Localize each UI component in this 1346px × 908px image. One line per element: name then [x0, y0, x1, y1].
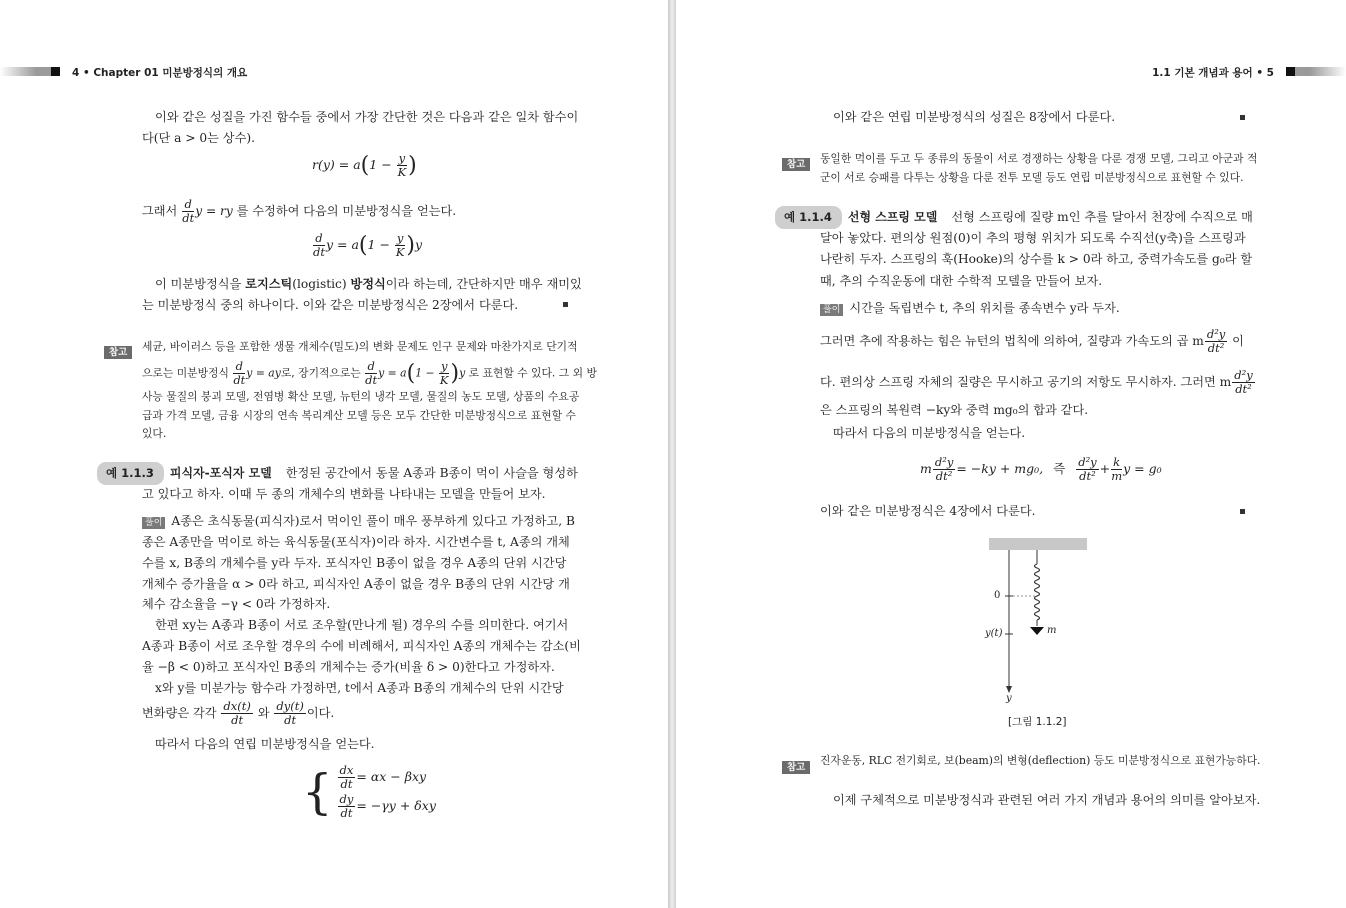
equation-logistic: $\frac{d}{dt}$ y = a(1 − $\frac{y}{K}$ )y [313, 231, 423, 259]
figure-caption: [그림 1.1.2] [1008, 716, 1067, 728]
left-page-header: 4 • Chapter 01 미분방정식의 개요 [72, 67, 248, 79]
solution-line: 한편 xy는 A종과 B종이 서로 조우할(만나게 될) 경우의 수를 의미한다. 여기서 [155, 618, 569, 632]
note-line: 진자운동, RLC 전기회로, 보(beam)의 변형(deflection) 등도 미분방정식으로 표현가능하다. [820, 754, 1261, 767]
solution-line: 수를 x, B종의 개체수를 y라 두자. 포식자인 B종이 없을 경우 A종의 단위 시간당 [142, 556, 567, 570]
paragraph-line: 이와 같은 미분방정식은 4장에서 다룬다. [820, 504, 1036, 518]
paragraph-line: 그래서 $\frac{d}{dt}$ y = ry 를 수정하여 다음의 미분방정식을 얻는다. [142, 197, 457, 225]
paragraph-line: 때, 추의 수직운동에 대한 수학적 모델을 만들어 보자. [820, 274, 1103, 288]
solution-line: 풀이 A종은 초식동물(피식자)로서 먹이인 풀이 매우 풍부하게 있다고 가정하고, B [142, 511, 575, 532]
solution-badge: 풀이 [142, 517, 165, 529]
spring-coil [1035, 564, 1040, 620]
label-yt: y(t) [985, 628, 1003, 639]
note-badge: 참고 [782, 152, 810, 171]
left-page [0, 0, 668, 908]
book-gutter [668, 0, 676, 908]
solution-badge: 풀이 [820, 304, 843, 316]
example-tag: 예 1.1.3 [97, 462, 164, 485]
end-mark [1240, 509, 1245, 514]
solution-line: 은 스프링의 복원력 −ky와 중력 mg₀의 합과 같다. [820, 403, 1089, 417]
example-tag: 예 1.1.4 [775, 206, 842, 229]
paragraph-line: 는 미분방정식 중의 하나이다. 이와 같은 미분방정식은 2장에서 다룬다. [142, 298, 519, 312]
label-mass: m [1047, 625, 1057, 636]
note-line: 사능 물질의 붕괴 모델, 전염병 확산 모델, 뉴턴의 냉각 모델, 물질의 농도 모델, 상품의 수요공 [142, 390, 580, 403]
solution-line: 체수 감소율을 −γ < 0라 가정하자. [142, 597, 331, 611]
note-line: 급과 가격 모델, 금융 시장의 연속 복리계산 모델 등은 모두 간단한 미분방정식으로 표현할 수 [142, 409, 576, 422]
note-badge: 참고 [104, 340, 132, 359]
example-1-1-3-heading: 예 1.1.3 피식자-포식자 모델 한정된 공간에서 동물 A종과 B종이 먹이 사슬을 형성하 [97, 462, 578, 485]
spring-diagram [976, 534, 1096, 714]
solution-line: x와 y를 미분가능 함수라 가정하면, t에서 A종과 B종의 개체수의 단위 시간당 [155, 681, 564, 695]
solution-line: 따라서 다음의 미분방정식을 얻는다. [833, 426, 1026, 440]
label-zero: 0 [994, 590, 1001, 601]
note-line: 세균, 바이러스 등을 포함한 생물 개체수(밀도)의 변화 문제도 인구 문제와 마찬가지로 단기적 [142, 340, 578, 353]
ceiling [989, 538, 1087, 550]
solution-line: 개체수 증가율을 α > 0라 하고, 피식자인 A종이 없을 경우 B종의 단위 시간당 개 [142, 577, 570, 591]
solution-line: 율 −β < 0)하고 포식자인 B종의 개체수는 증가(비율 δ > 0)한다고 가정하자. [142, 660, 555, 674]
note-badge: 참고 [782, 755, 810, 774]
header-bar-left [0, 67, 60, 76]
equation-r-of-y: r(y) = a(1 − $\frac{y}{K}$ ) [312, 151, 417, 179]
paragraph-line: 다(단 a > 0는 상수). [142, 131, 255, 145]
solution-line: 종은 A종만을 먹이로 하는 육식동물(포식자)이라 하자. 시간변수를 t, A종의 개체 [142, 535, 570, 549]
solution-line: 다. 편의상 스프링 자체의 질량은 무시하고 공기의 저항도 무시하자. 그러면 m $\frac{\text{d²y}}{\text{dt²}}$ [820, 368, 1253, 396]
right-page [676, 0, 1346, 908]
solution-line: 그러면 추에 작용하는 힘은 뉴턴의 법칙에 의하여, 질량과 가속도의 곱 m $\frac{\text{d²y}}{\text{dt²}}$ 이 [820, 327, 1244, 355]
paragraph-line: 달아 놓았다. 편의상 원점(0)이 추의 평형 위치가 되도록 수직선(y축)을 스프링과 [820, 231, 1246, 245]
solution-line: 따라서 다음의 연립 미분방정식을 얻는다. [155, 737, 375, 751]
note-line: 군이 서로 승패를 다투는 상황을 다룬 전투 모델 등도 연립 미분방정식으로 표현할 수 있다. [820, 171, 1244, 184]
note-line: 있다. [142, 427, 167, 440]
solution-line: A종과 B종이 서로 조우할 경우의 수에 비례해서, 피식자인 A종의 개체수는 감소(비 [142, 639, 581, 653]
paragraph-line: 이와 같은 성질을 가진 함수들 중에서 가장 간단한 것은 다음과 같은 일차 함수이 [155, 110, 579, 124]
note-line: 으로는 미분방정식 $\frac{d}{dt}$ y = ay로, 장기적으로는 $\frac{d}{dt}$ y = a(1 − $\frac{y}{K}$ )y 로 표현할 수 있다. 그 외 방 [142, 359, 597, 387]
paragraph-line: 이와 같은 연립 미분방정식의 성질은 8장에서 다룬다. [833, 110, 1116, 124]
end-mark [563, 302, 568, 307]
solution-line: 변화량은 각각 $\frac{dx(t)}{dt}$ 와 $\frac{dy(t)}{dt}$ 이다. [142, 699, 335, 727]
end-mark [1240, 115, 1245, 120]
closing-line: 이제 구체적으로 미분방정식과 관련된 여러 가지 개념과 용어의 의미를 알아보자. [833, 793, 1261, 807]
solution-line: 풀이 시간을 독립변수 t, 추의 위치를 종속변수 y라 두자. [820, 298, 1120, 319]
note-line: 동일한 먹이를 두고 두 종류의 동물이 서로 경쟁하는 상황을 다룬 경쟁 모델, 그리고 아군과 적 [820, 152, 1258, 165]
label-y-axis: y [1006, 693, 1012, 704]
paragraph-line: 나란히 두자. 스프링의 훅(Hooke)의 상수를 k > 0라 하고, 중력가속도를 g₀라 할 [820, 252, 1253, 266]
equation-system: { $\frac{dx}{dt}$ = αx − βxy $\frac{dy}{dt}$ = −γy + δxy [302, 763, 436, 820]
axis-arrow [1006, 686, 1012, 693]
mass-weight [1030, 627, 1044, 635]
paragraph-line: 고 있다고 하자. 이때 두 종의 개체수의 변화를 나타내는 모델을 만들어 보자. [142, 487, 546, 501]
right-page-header: 1.1 기본 개념과 용어 • 5 [1152, 67, 1274, 79]
example-1-1-4-heading: 예 1.1.4 선형 스프링 모델 선형 스프링에 질량 m인 추를 달아서 천장에 수직으로 매 [775, 206, 1253, 229]
paragraph-line: 이 미분방정식을 로지스틱(logistic) 방정식이라 하는데, 간단하지만 매우 재미있 [155, 277, 582, 291]
header-bar-right [1286, 67, 1346, 76]
equation-spring: m $\frac{\text{d²y}}{\text{dt²}}$ = −ky + mg₀, 즉 $\frac{\text{d²y}}{\text{dt²}}$ + $\frac{k}{m}$ y = g₀ [920, 455, 1162, 483]
